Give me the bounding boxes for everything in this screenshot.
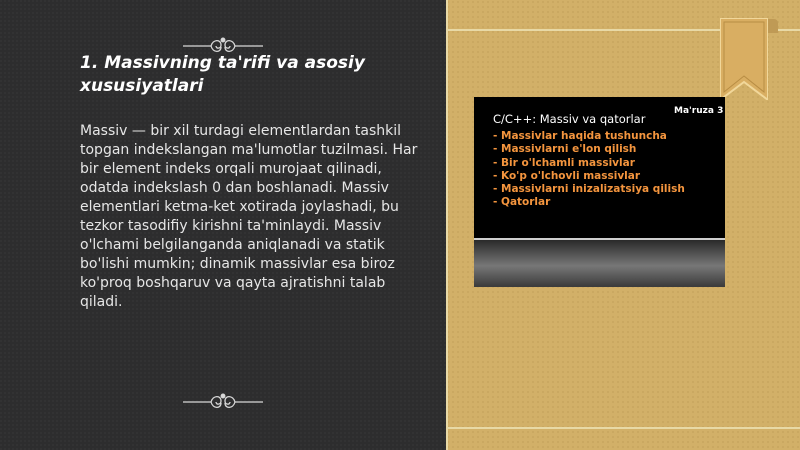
- list-item: - Massivlarni e'lon qilish: [493, 143, 637, 156]
- list-item: - Massivlarni inizalizatsiya qilish: [493, 183, 685, 196]
- bottom-rule: [446, 427, 800, 429]
- embedded-lecture-number: Ma'ruza 3: [674, 106, 724, 116]
- flourish-divider-icon: [0, 392, 446, 412]
- divider-line: [446, 0, 448, 450]
- list-item: - Ko'p o'lchovli massivlar: [493, 169, 641, 182]
- embedded-slide-thumbnail: [474, 97, 725, 287]
- embedded-footer-gradient: [474, 240, 725, 287]
- embedded-topic-list: [493, 130, 685, 210]
- list-item: - Massivlar haqida tushuncha: [493, 130, 667, 142]
- list-item: - Qatorlar: [493, 196, 551, 209]
- embedded-slide-title: C/C++: Massiv va qatorlar: [493, 112, 646, 126]
- list-item: - Bir o'lchamli massivlar: [493, 156, 635, 169]
- slide-title: 1. Massivning ta'rifi va asosiy xususiyatlari: [80, 53, 365, 96]
- slide-body-text: Massiv — bir xil turdagi elementlardan tashkil topgan indekslangan ma'lumotlar tuzilmasi. Har bir element indeks orqali murojaat qilinadi, odatda indekslash 0 dan boshlanadi. Massiv elementlari ketma-ket xotirada joylashadi, bu tezkor tasodifiy kirishni ta'minlaydi. Massiv o'lchami belgilanganda aniqlanadi va statik bo'lishi mumkin; dinamik massivlar esa biroz ko'proq boshqaruv va qayta ajratishni talab qiladi.: [80, 123, 418, 310]
- bookmark-ribbon-icon: [720, 18, 768, 100]
